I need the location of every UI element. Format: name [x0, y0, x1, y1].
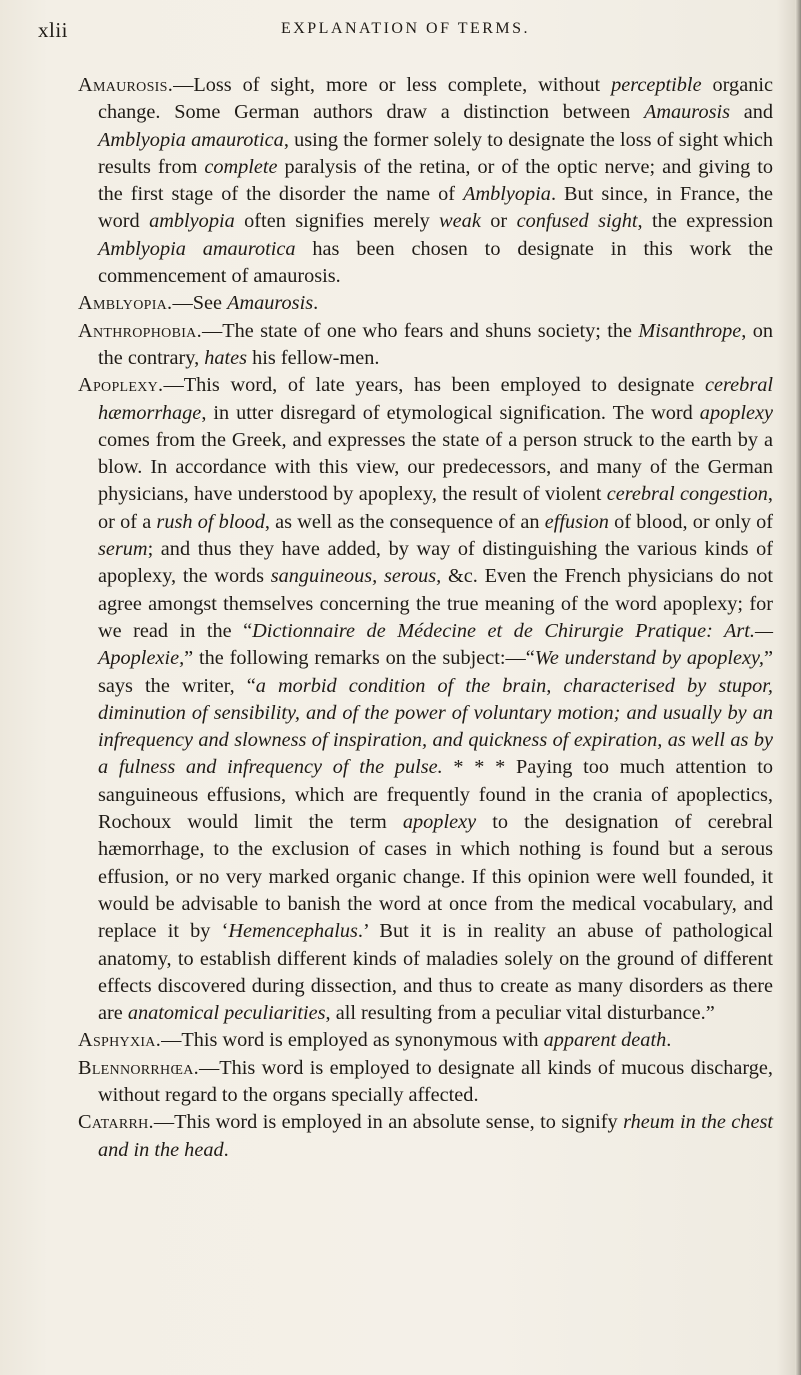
entry-italic-text: Dictionnaire de Médecine et de Chirurgie Pratique: Art.—Apoplexie, — [98, 619, 773, 670]
entry-term: Amaurosis. — [78, 74, 174, 96]
glossary-entry — [78, 290, 773, 317]
entry-italic-text: cerebral hæmorrhage — [98, 374, 773, 424]
entry-text: . — [313, 292, 319, 315]
entry-term: Amblyopia. — [78, 292, 173, 315]
entry-text: , the expression — [637, 210, 773, 233]
entry-italic-text: perceptible — [611, 74, 702, 96]
glossary-entry — [78, 1055, 773, 1110]
entry-term: Asphyxia. — [78, 1029, 162, 1052]
entry-text: paralysis of the retina, or of the optic nerve; and giving to the first stage of the disorder the name of — [98, 155, 774, 206]
entry-text: —The state of one who fears and shuns society; the — [201, 319, 639, 342]
entry-italic-text: amblyopia — [149, 210, 235, 233]
glossary-entry — [78, 372, 773, 1027]
entry-italic-text: Hemencephalus — [228, 920, 358, 943]
entry-italic-text: Amaurosis — [227, 292, 314, 315]
entry-italic-text: We understand by apoplexy, — [534, 647, 764, 670]
entry-italic-text: sanguineous, serous, — [270, 565, 442, 588]
entry-text: organic change. Some German authors draw a distinction between — [98, 74, 773, 124]
entry-italic-text: apparent death — [543, 1029, 667, 1052]
entry-italic-text: rush of blood — [156, 510, 265, 533]
entry-text: has been chosen to designate in this work the commencement of amaurosis. — [98, 237, 773, 288]
glossary-entry — [78, 72, 773, 290]
entry-text: often signifies merely — [234, 210, 440, 233]
entry-text: —This word is employed in an absolute sense, to signify — [153, 1111, 624, 1134]
entry-text: , as well as the consequence of an — [264, 510, 545, 533]
glossary-entry — [78, 1027, 773, 1054]
glossary-entry — [78, 1109, 773, 1164]
entry-text: —This word is employed as synonymous with — [161, 1029, 544, 1052]
entry-italic-text: Amblyopia amaurotica — [98, 237, 296, 260]
entry-text: , in utter disregard of etymological signification. The word — [201, 401, 700, 424]
entry-text: —See — [172, 292, 228, 315]
entry-italic-text: serum — [98, 538, 148, 561]
entry-text: .’ But it is in reality an abuse of pathological anatomy, to establish different kinds of maladies solely on the ground of different effects discovered during dissection, and thus to create as many disorders as there are — [98, 920, 773, 1025]
entry-italic-text: apoplexy — [402, 811, 477, 834]
entry-text: &c. Even the French physicians do not agree amongst themselves concerning the true meaning of the word apoplexy; for we read in the “ — [98, 565, 773, 642]
entry-text: . — [223, 1138, 229, 1161]
entry-text: ” the following remarks on the subject:—“ — [184, 647, 535, 670]
entry-text: comes from the Greek, and expresses the state of a person struck to the earth by a blow. In accordance with this view, our predecessors, and many of the German physicians, have understood by apoplexy, the result of violent — [98, 428, 773, 506]
entry-text: of blood, or only of — [608, 510, 773, 533]
entry-italic-text: complete — [204, 155, 278, 178]
entry-text: —This word, of late years, has been employed to designate — [163, 374, 706, 397]
entry-italic-text: a morbid condition of the brain, characterised by stupor, diminution of sensibility, and of the power of voluntary motion; and usually by an infrequency and slowness of inspiration, and quickness of expiration, as well as by a fulness and infrequency of the pulse. — [98, 674, 773, 779]
entry-italic-text: cerebral congestion — [606, 483, 768, 506]
page-header — [38, 18, 773, 48]
page-number: xlii — [38, 18, 69, 42]
entry-text: . But since, in France, the word — [98, 183, 773, 233]
entry-text: , or of a — [98, 483, 773, 533]
running-title: EXPLANATION OF TERMS. — [280, 20, 531, 37]
entry-term: Blennorrhœa. — [78, 1056, 199, 1079]
entry-text: ” says the writer, “ — [98, 647, 774, 697]
page-edge-shadow — [795, 0, 801, 1375]
entry-text: , all resulting from a peculiar vital disturbance.” — [325, 1002, 715, 1025]
entry-text: and — [730, 101, 773, 124]
entry-text: his fellow-men. — [247, 346, 380, 369]
entry-text: , using the former solely to designate the loss of sight which results from — [98, 128, 773, 178]
entry-italic-text: weak — [439, 210, 481, 233]
entry-italic-text: effusion — [544, 510, 609, 533]
entry-term: Catarrh. — [78, 1111, 154, 1134]
entry-term: Apoplexy. — [78, 374, 164, 397]
entry-italic-text: Amblyopia — [463, 183, 551, 206]
entry-italic-text: apoplexy — [699, 401, 773, 424]
entry-text: —This word is employed to designate all kinds of mucous discharge, without regard to the organs specially affected. — [98, 1056, 773, 1106]
entry-text: . — [666, 1029, 672, 1052]
entry-term: Anthrophobia. — [78, 319, 202, 342]
entry-italic-text: hates — [204, 346, 248, 369]
entry-text: * * * Paying too much attention to sanguineous effusions, which are frequently found in the crania of apoplectics, Rochoux would limit the term — [98, 756, 773, 834]
entry-text: to the designation of cerebral hæmorrhage, to the exclusion of cases in which nothing is found but a serous effusion, or no very marked organic change. If this opinion were well founded, it would be advisable to banish the word at once from the medical vocabulary, and replace it by ‘ — [98, 811, 773, 943]
entry-text: —Loss of sight, more or less complete, without — [173, 74, 612, 96]
glossary-entries — [78, 72, 773, 1164]
entry-italic-text: Amaurosis — [643, 101, 731, 124]
entry-italic-text: confused sight — [516, 210, 638, 233]
entry-italic-text: Amblyopia amaurotica — [98, 128, 284, 151]
entry-text: ; and thus they have added, by way of distinguishing the various kinds of apoplexy, the words — [98, 538, 773, 588]
glossary-entry — [78, 318, 773, 373]
entry-italic-text: rheum in the chest and in the head — [98, 1111, 773, 1161]
entry-text: , on the contrary, — [98, 319, 774, 369]
entry-italic-text: anatomical peculiarities — [127, 1002, 326, 1025]
entry-italic-text: Misanthrope — [638, 319, 742, 342]
entry-text: or — [480, 210, 517, 233]
